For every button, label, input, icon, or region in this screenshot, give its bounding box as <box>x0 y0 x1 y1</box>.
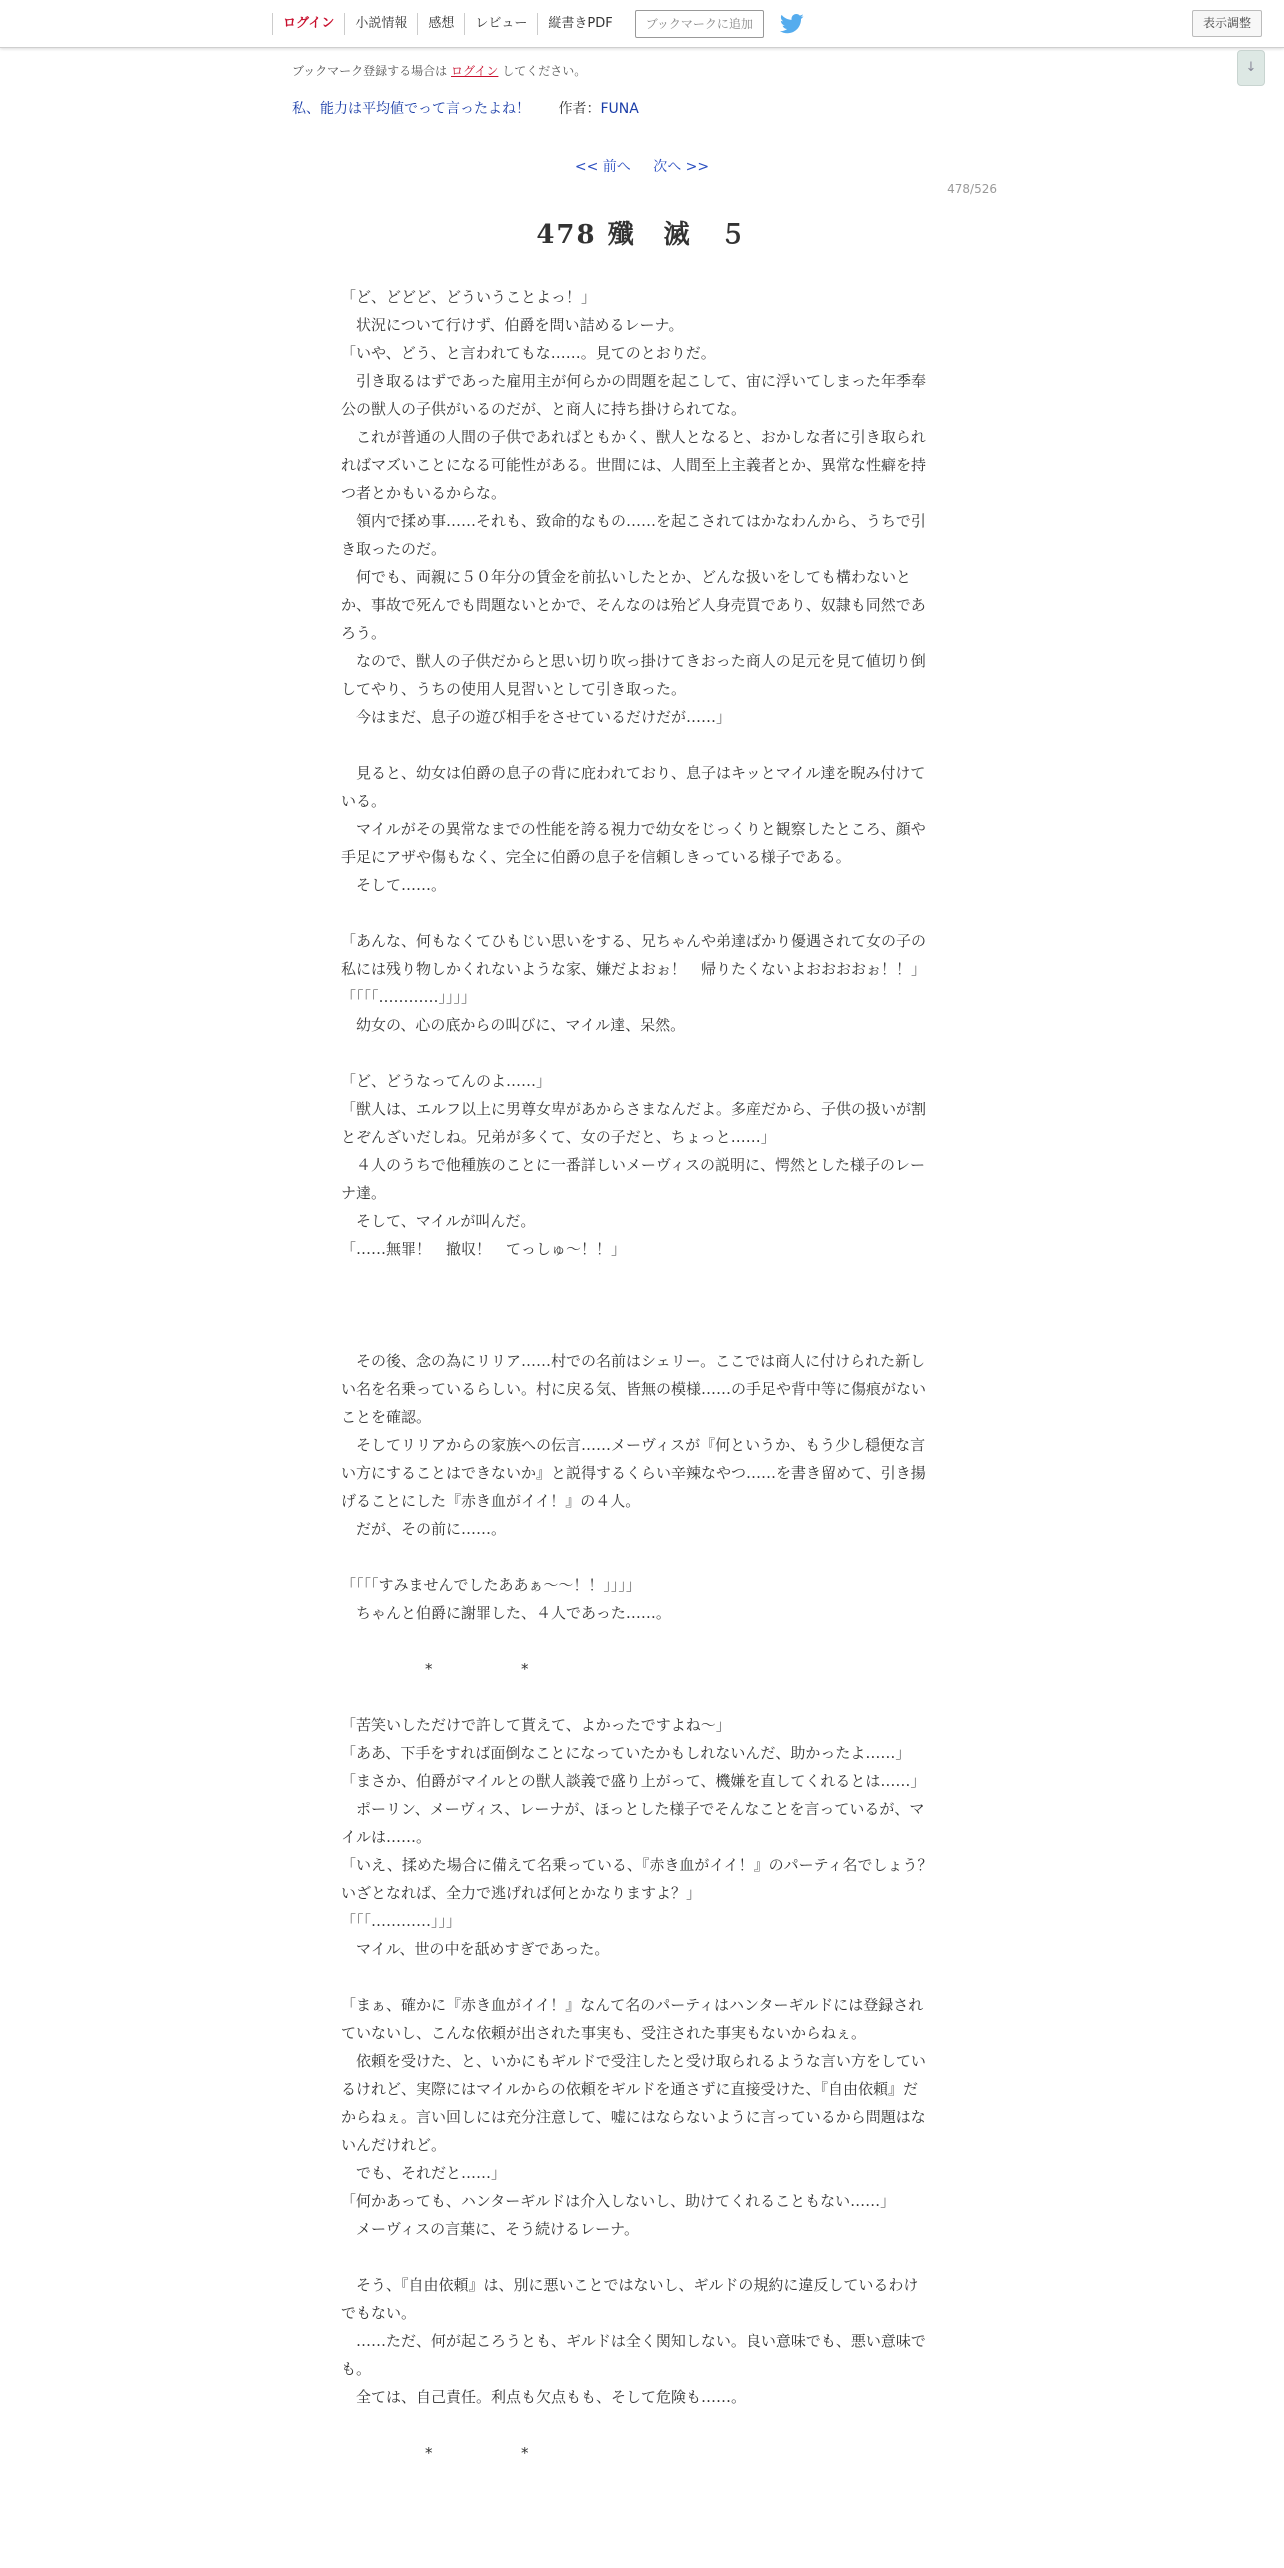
author-link[interactable]: FUNA <box>600 101 639 117</box>
body-paragraph: そして、マイルが叫んだ。 <box>341 1212 536 1230</box>
body-paragraph: 今はまだ、息子の遊び相手をさせているだけだが……」 <box>341 708 732 726</box>
body-paragraph: 領内で揉め事……それも、致命的なもの……を起こされてはかなわんから、うちで引き取ったのだ。 <box>341 512 926 558</box>
page-number: 478/526 <box>947 182 997 196</box>
bookmark-notice-suffix: してください。 <box>502 64 587 78</box>
body-paragraph: メーヴィスの言葉に、そう続けるレーナ。 <box>341 2220 640 2238</box>
bookmark-notice <box>292 62 586 79</box>
bookmark-notice-prefix: ブックマーク登録する場合は <box>292 64 448 78</box>
blank-line <box>341 899 933 927</box>
prev-page-link[interactable]: << 前へ <box>574 159 631 175</box>
body-paragraph: マイル、世の中を舐めすぎであった。 <box>341 1940 610 1958</box>
main-nav <box>272 0 804 47</box>
body-paragraph: でも、それだと……」 <box>341 2164 507 2182</box>
section-separator: * * <box>425 2444 529 2462</box>
body-paragraph: ポーリン、メーヴィス、レーナが、ほっとした様子でそんなことを言っているが、マイルは……。 <box>341 1800 925 1846</box>
body-paragraph: 「まぁ、確かに『赤き血がイイ！』なんて名のパーティはハンターギルドには登録されていないし、こんな依頼が出された事実も、受注された事実もないからねぇ。 <box>341 1996 924 2042</box>
body-paragraph: 依頼を受けた、と、いかにもギルドで受注したと受け取られるような言い方をしているけれど、実際にはマイルからの依頼をギルドを通さずに直接受けた、『自由依頼』だからねぇ。言い回しには充分注意して、嘘にはならないように言っているから問題はないんだけれど。 <box>341 2052 926 2154</box>
blank-line <box>341 1039 933 1067</box>
body-paragraph: 「ああ、下手をすれば面倒なことになっていたかもしれないんだ、助かったよ……」 <box>341 1744 911 1762</box>
novel-title-link[interactable]: 私、能力は平均値でって言ったよね！ <box>292 101 530 117</box>
nav-vertical-pdf-link[interactable]: 縦書きPDF <box>537 13 622 35</box>
body-paragraph: ４人のうちで他種族のことに一番詳しいメーヴィスの説明に、愕然とした様子のレーナ達。 <box>341 1156 925 1202</box>
body-paragraph: 「「「「…………」」」」 <box>341 988 477 1006</box>
body-paragraph: 幼女の、心の底からの叫びに、マイル達、呆然。 <box>341 1016 686 1034</box>
novel-info <box>292 98 639 118</box>
body-paragraph: 「……無罪！ 撤収！ てっしゅ～！！」 <box>341 1240 627 1258</box>
body-paragraph: そして……。 <box>341 876 447 894</box>
nav-login-link[interactable]: ログイン <box>272 13 344 35</box>
blank-line <box>341 1319 933 1347</box>
body-paragraph: そしてリリアからの家族への伝言……メーヴィスが『何というか、もう少し穏便な言い方にすることはできないか』と説得するくらい辛辣なやつ……を書き留めて、引き揚げることにした『赤き血がイイ！』の４人。 <box>341 1436 926 1510</box>
blank-line <box>341 731 933 759</box>
body-paragraph: だが、その前に……。 <box>341 1520 507 1538</box>
body-paragraph: 「獣人は、エルフ以上に男尊女卑があからさまなんだよ。多産だから、子供の扱いが割とぞんざいだしね。兄弟が多くて、女の子だと、ちょっと……」 <box>341 1100 927 1146</box>
section-separator: * * <box>425 1660 529 1678</box>
body-paragraph: 「ど、どうなってんのよ……」 <box>341 1072 552 1090</box>
blank-line <box>341 1683 933 1711</box>
body-paragraph: 「いや、どう、と言われてもな……。見てのとおりだ。 <box>341 344 716 362</box>
body-paragraph: 「まさか、伯爵がマイルとの獣人談義で盛り上がって、機嫌を直してくれるとは……」 <box>341 1772 926 1790</box>
body-paragraph: 「ど、どどど、どういうことよっ！」 <box>341 288 597 306</box>
blank-line <box>341 1963 933 1991</box>
body-paragraph: 「「「…………」」」 <box>341 1912 462 1930</box>
body-paragraph: 「苦笑いしただけで許して貰えて、よかったですよね～」 <box>341 1716 731 1734</box>
blank-line <box>341 2243 933 2271</box>
body-paragraph: 「「「「すみませんでしたああぁ～～！！」」」」 <box>341 1576 641 1594</box>
body-paragraph: 「あんな、何もなくてひもじい思いをする、兄ちゃんや弟達ばかり優遇されて女の子の私には残り物しかくれないような家、嫌だよおぉ！ 帰りたくないよおおおおぉ！！」 <box>341 932 927 978</box>
nav-impressions-link[interactable]: 感想 <box>417 13 464 35</box>
body-paragraph: 引き取るはずであった雇用主が何らかの問題を起こして、宙に浮いてしまった年季奉公の獣人の子供がいるのだが、と商人に持ち掛けられてな。 <box>341 372 927 418</box>
body-paragraph: そう、『自由依頼』は、別に悪いことではないし、ギルドの規約に違反しているわけでもない。 <box>341 2276 919 2322</box>
twitter-icon[interactable] <box>780 14 804 34</box>
pager-top <box>0 156 1284 176</box>
body-paragraph: 「何かあっても、ハンターギルドは介入しないし、助けてくれることもない……」 <box>341 2192 896 2210</box>
nav-review-link[interactable]: レビュー <box>464 13 537 35</box>
blank-line <box>341 1291 933 1319</box>
body-paragraph: その後、念の為にリリア……村での名前はシェリー。ここでは商人に付けられた新しい名を名乗っているらしい。村に戻る気、皆無の模様……の手足や背中等に傷痕がないことを確認。 <box>341 1352 927 1426</box>
add-bookmark-button[interactable]: ブックマークに追加 <box>635 10 764 38</box>
blank-line <box>341 1543 933 1571</box>
bookmark-notice-login-link[interactable]: ログイン <box>451 64 499 78</box>
nav-novel-info-link[interactable]: 小説情報 <box>344 13 417 35</box>
next-page-link[interactable]: 次へ >> <box>653 159 710 175</box>
author-label: 作者： <box>558 101 601 117</box>
blank-line <box>341 1263 933 1291</box>
body-paragraph: 状況について行けず、伯爵を問い詰めるレーナ。 <box>341 316 684 334</box>
blank-line <box>341 1627 933 1655</box>
body-paragraph: 全ては、自己責任。利点も欠点もも、そして危険も……。 <box>341 2388 747 2406</box>
novel-body <box>341 283 948 2467</box>
top-bar <box>0 0 1284 48</box>
body-paragraph: マイルがその異常なまでの性能を誇る視力で幼女をじっくりと観察したところ、顔や手足にアザや傷もなく、完全に伯爵の息子を信頼しきっている様子である。 <box>341 820 926 866</box>
blank-line <box>341 2411 933 2439</box>
display-adjust-button[interactable]: 表示調整 <box>1192 10 1262 37</box>
body-paragraph: これが普通の人間の子供であればともかく、獣人となると、おかしな者に引き取られればマズいことになる可能性がある。世間には、人間至上主義者とか、異常な性癖を持つ者とかもいるからな。 <box>341 428 927 502</box>
body-paragraph: 「いえ、揉めた場合に備えて名乗っている、『赤き血がイイ！』のパーティ名でしょう？ いざとなれば、全力で逃げれば何とかなりますよ？」 <box>341 1856 948 1902</box>
body-paragraph: なので、獣人の子供だからと思い切り吹っ掛けてきおった商人の足元を見て値切り倒してやり、うちの使用人見習いとして引き取った。 <box>341 652 926 698</box>
body-paragraph: 見ると、幼女は伯爵の息子の背に庇われており、息子はキッとマイル達を睨み付けている。 <box>341 764 926 810</box>
body-paragraph: ちゃんと伯爵に謝罪した、４人であった……。 <box>341 1604 671 1622</box>
body-paragraph: 何でも、両親に５０年分の賃金を前払いしたとか、どんな扱いをしても構わないとか、事故で死んでも問題ないとかで、そんなのは殆ど人身売買であり、奴隷も同然であろう。 <box>341 568 926 642</box>
body-paragraph: ……ただ、何が起ころうとも、ギルドは全く関知しない。良い意味でも、悪い意味でも。 <box>341 2332 926 2378</box>
chapter-title: 478 殲 滅 ５ <box>536 220 748 250</box>
scroll-down-button[interactable]: ↓ <box>1237 50 1265 86</box>
